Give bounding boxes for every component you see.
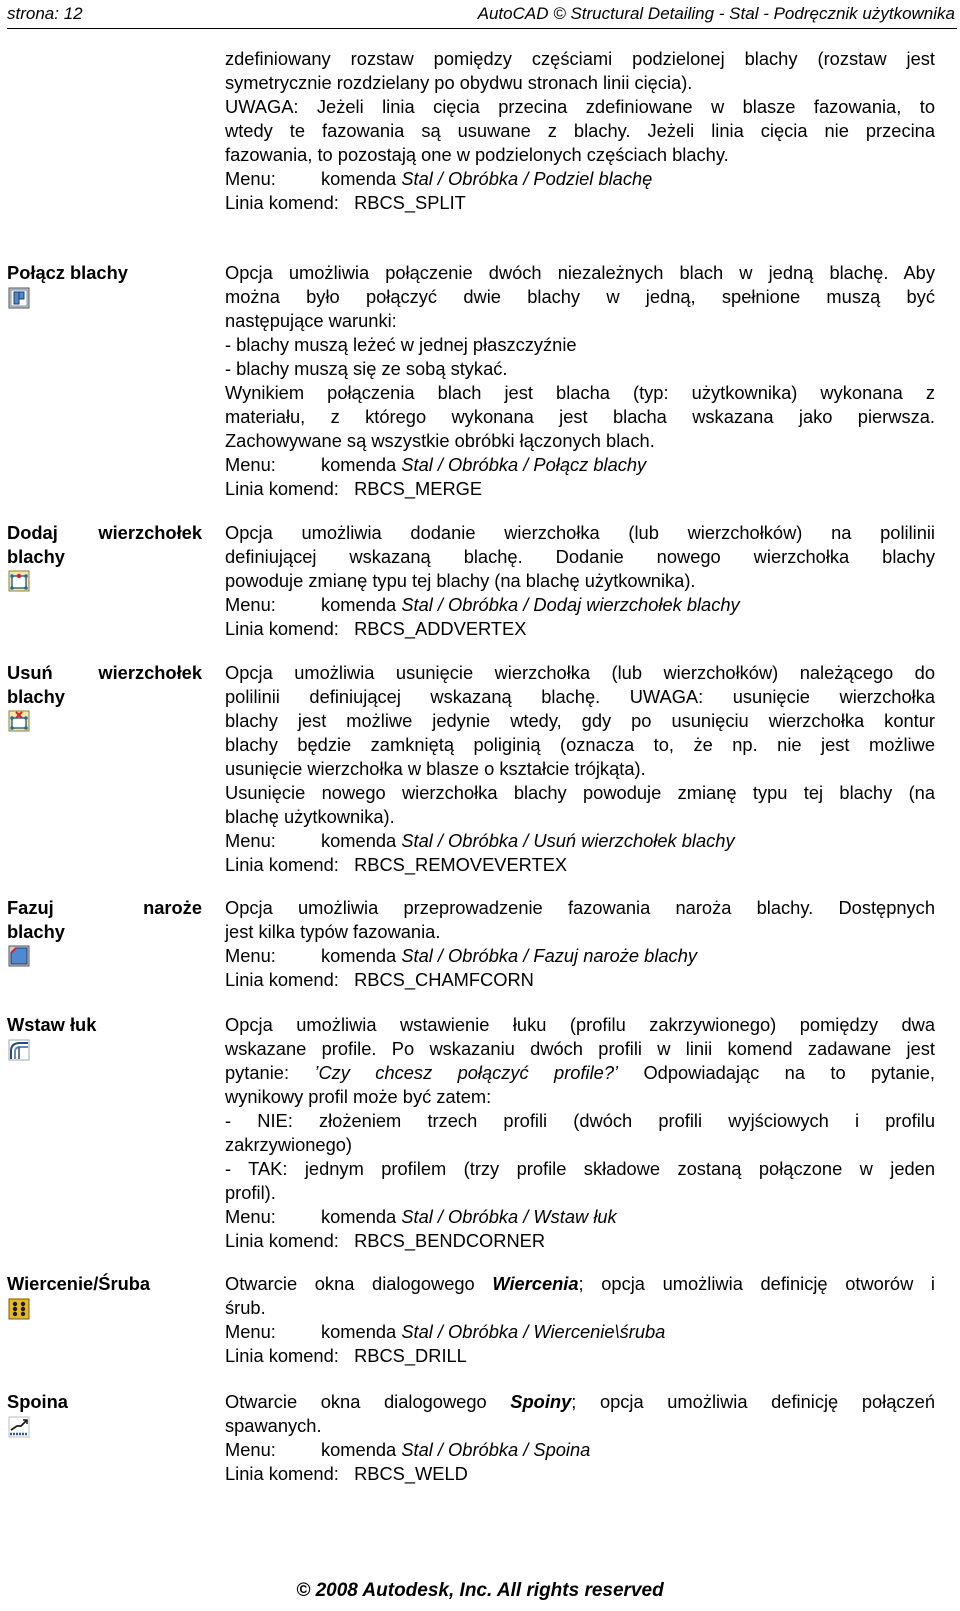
command-label: Linia komend:	[225, 192, 339, 213]
question-text: ’Czy chcesz połączyć profile?’	[314, 1062, 619, 1083]
text-line: blachę użytkownika).	[225, 806, 395, 827]
command-line	[225, 1344, 935, 1368]
section-label-bend	[7, 1013, 202, 1037]
menu-command-word: komenda	[321, 1206, 397, 1227]
label-word: naroże	[143, 897, 202, 918]
command-line	[225, 477, 935, 501]
command-label: Linia komend:	[225, 1230, 339, 1251]
text-line: następujące warunki:	[225, 310, 397, 331]
menu-command-word: komenda	[321, 168, 397, 189]
text-line: wtedy te fazowania są usuwane z blachy. Jeżeli linia cięcia nie przecina	[225, 120, 935, 141]
text-line: materiału, z którego wykonana jest blacha wskazana jako pierwsza.	[225, 406, 935, 427]
command-line	[225, 968, 935, 992]
text-line: Opcja umożliwia przeprowadzenie fazowania naroża blachy. Dostępnych	[225, 897, 935, 918]
command-name: RBCS_ADDVERTEX	[354, 618, 527, 639]
menu-line	[225, 1205, 935, 1229]
text-line: - NIE: złożeniem trzech profili (dwóch profili wyjściowych i profilu	[225, 1110, 935, 1131]
section-label-line: blachy	[7, 546, 65, 567]
add-vertex-icon	[8, 570, 30, 592]
text-part: pytanie:	[225, 1062, 290, 1083]
drill-description	[225, 1272, 935, 1368]
menu-path: Stal / Obróbka / Fazuj naroże blachy	[401, 945, 698, 966]
menu-line	[225, 944, 935, 968]
menu-command-word: komenda	[321, 1321, 397, 1342]
menu-path: Stal / Obróbka / Wiercenie\śruba	[401, 1321, 666, 1342]
menu-line	[225, 1438, 935, 1462]
text-line: Opcja umożliwia dodanie wierzchołka (lub wierzchołków) na polilinii	[225, 522, 935, 543]
label-word: wierzchołek	[98, 522, 202, 543]
bend-description	[225, 1013, 935, 1253]
text-line	[225, 1061, 935, 1085]
menu-path: Stal / Obróbka / Dodaj wierzchołek blachy	[401, 594, 740, 615]
label-word: Usuń	[7, 662, 53, 683]
text-line: definiującej wskazaną blachę. Dodanie nowego wierzchołka blachy	[225, 546, 935, 567]
text-line: profil).	[225, 1182, 276, 1203]
menu-command-word: komenda	[321, 830, 397, 851]
dialog-name: Wiercenia	[492, 1273, 579, 1294]
label-word: Fazuj	[7, 897, 54, 918]
text-line: spawanych.	[225, 1415, 322, 1436]
menu-path: Stal / Obróbka / Usuń wierzchołek blachy	[401, 830, 735, 851]
menu-line	[225, 167, 935, 191]
command-line	[225, 191, 935, 215]
merge-plates-icon	[8, 287, 30, 309]
chamfer-corner-icon	[8, 945, 30, 967]
section-label-line	[7, 521, 202, 545]
command-name: RBCS_CHAMFCORN	[354, 969, 534, 990]
section-label-text: Spoina	[7, 1391, 68, 1412]
menu-label: Menu:	[225, 168, 276, 189]
text-line: zakrzywionego)	[225, 1134, 353, 1155]
command-label: Linia komend:	[225, 478, 339, 499]
section-label-line	[7, 896, 202, 920]
text-line: UWAGA: Jeżeli linia cięcia przecina zdefiniowane w blasze fazowania, to	[225, 96, 935, 117]
menu-label: Menu:	[225, 1206, 276, 1227]
command-name: RBCS_MERGE	[354, 478, 483, 499]
section-label-weld	[7, 1390, 202, 1414]
text-line: fazowania, to pozostają one w podzielonych częściach blachy.	[225, 144, 729, 165]
text-line: śrub.	[225, 1297, 266, 1318]
command-line	[225, 1229, 935, 1253]
text-line: - blachy muszą leżeć w jednej płaszczyźnie	[225, 334, 577, 355]
text-line: jest kilka typów fazowania.	[225, 921, 441, 942]
text-line: blachy będzie zamkniętą poliginią (oznacza to, że np. nie jest możliwe	[225, 734, 935, 755]
menu-label: Menu:	[225, 830, 276, 851]
text-part: Otwarcie okna dialogowego	[225, 1391, 487, 1412]
text-line: Opcja umożliwia usunięcie wierzchołka (lub wierzchołków) należącego do	[225, 662, 935, 683]
menu-path: Stal / Obróbka / Podziel blachę	[401, 168, 653, 189]
text-line: wskazane profile. Po wskazaniu dwóch profili w linii komend zadawane jest	[225, 1038, 935, 1059]
menu-command-word: komenda	[321, 945, 397, 966]
text-line: można było połączyć dwie blachy w jedną, spełnione muszą być	[225, 286, 935, 307]
section-label-line: blachy	[7, 686, 65, 707]
section-label-add-vertex	[7, 521, 202, 569]
menu-command-word: komenda	[321, 454, 397, 475]
text-line: powoduje zmianę typu tej blachy (na blachę użytkownika).	[225, 570, 696, 591]
menu-line	[225, 1320, 935, 1344]
text-line: wynikowy profil może być zatem:	[225, 1086, 492, 1107]
label-word: Dodaj	[7, 522, 58, 543]
text-line: - blachy muszą się ze sobą stykać.	[225, 358, 508, 379]
chamfer-description	[225, 896, 935, 992]
split-plate-continuation	[225, 47, 935, 215]
section-label-remove-vertex	[7, 661, 202, 709]
text-part: Odpowiadając na to pytanie,	[643, 1062, 935, 1083]
section-label-merge	[7, 261, 202, 285]
command-name: RBCS_REMOVEVERTEX	[354, 854, 568, 875]
remove-vertex-icon	[8, 710, 30, 732]
text-line: blachy jest możliwe jedynie wtedy, gdy po usunięciu wierzchołka kontur	[225, 710, 935, 731]
command-label: Linia komend:	[225, 1345, 339, 1366]
text-line: Opcja umożliwia wstawienie łuku (profilu zakrzywionego) pomiędzy dwa	[225, 1014, 935, 1035]
command-name: RBCS_WELD	[354, 1463, 468, 1484]
text-part: ; opcja umożliwia definicję otworów i	[578, 1273, 935, 1294]
section-label-text: Połącz blachy	[7, 262, 128, 283]
text-line: polilinii definiującej wskazaną blachę. UWAGA: usunięcie wierzchołka	[225, 686, 935, 707]
page-footer: © 2008 Autodesk, Inc. All rights reserved	[296, 1580, 664, 1601]
text-line: symetrycznie rozdzielany po obydwu stronach linii cięcia).	[225, 72, 693, 93]
section-label-chamfer	[7, 896, 202, 944]
section-label-line	[7, 661, 202, 685]
text-part: ; opcja umożliwia definicję połączeń	[571, 1391, 936, 1412]
weld-icon	[8, 1416, 30, 1438]
command-line	[225, 617, 935, 641]
menu-command-word: komenda	[321, 594, 397, 615]
command-name: RBCS_BENDCORNER	[354, 1230, 546, 1251]
merge-description	[225, 261, 935, 501]
text-line	[225, 1272, 935, 1296]
command-label: Linia komend:	[225, 1463, 339, 1484]
menu-path: Stal / Obróbka / Spoina	[401, 1439, 591, 1460]
section-label-text: Wiercenie/Śruba	[7, 1273, 151, 1294]
command-label: Linia komend:	[225, 969, 339, 990]
section-label-line: blachy	[7, 921, 65, 942]
text-line: Opcja umożliwia połączenie dwóch niezależnych blach w jedną blachę. Aby	[225, 262, 935, 283]
command-label: Linia komend:	[225, 618, 339, 639]
weld-description	[225, 1390, 935, 1486]
document-title: AutoCAD © Structural Detailing - Stal - Podręcznik użytkownika	[477, 4, 955, 23]
dialog-name: Spoiny	[510, 1391, 572, 1412]
command-name: RBCS_DRILL	[354, 1345, 467, 1366]
text-line: - TAK: jednym profilem (trzy profile składowe zostaną połączone w jeden	[225, 1158, 935, 1179]
menu-label: Menu:	[225, 1321, 276, 1342]
text-line	[225, 1390, 935, 1414]
section-label-drill	[7, 1272, 202, 1296]
text-line: Wynikiem połączenia blach jest blacha (typ: użytkownika) wykonana z	[225, 382, 935, 403]
page-number: strona: 12	[7, 4, 83, 23]
drill-bolt-icon	[8, 1298, 30, 1320]
remove-vertex-description	[225, 661, 935, 877]
menu-line	[225, 593, 935, 617]
menu-label: Menu:	[225, 1439, 276, 1460]
text-line: zdefiniowany rozstaw pomiędzy częściami podzielonej blachy (rozstaw jest	[225, 48, 935, 69]
menu-label: Menu:	[225, 454, 276, 475]
command-name: RBCS_SPLIT	[354, 192, 466, 213]
command-line	[225, 1462, 935, 1486]
section-label-text: Wstaw łuk	[7, 1014, 97, 1035]
page-header	[7, 0, 957, 34]
menu-line	[225, 453, 935, 477]
bend-corner-icon	[8, 1039, 30, 1061]
command-label: Linia komend:	[225, 854, 339, 875]
text-line: usunięcie wierzchołka w blasze o kształcie trójkąta).	[225, 758, 646, 779]
command-line	[225, 853, 935, 877]
menu-line	[225, 829, 935, 853]
menu-command-word: komenda	[321, 1439, 397, 1460]
menu-path: Stal / Obróbka / Połącz blachy	[401, 454, 647, 475]
menu-path: Stal / Obróbka / Wstaw łuk	[401, 1206, 617, 1227]
menu-label: Menu:	[225, 594, 276, 615]
header-rule	[7, 28, 957, 29]
add-vertex-description	[225, 521, 935, 641]
menu-label: Menu:	[225, 945, 276, 966]
label-word: wierzchołek	[98, 662, 202, 683]
text-line: Zachowywane są wszystkie obróbki łączonych blach.	[225, 430, 655, 451]
text-part: Otwarcie okna dialogowego	[225, 1273, 475, 1294]
text-line: Usunięcie nowego wierzchołka blachy powoduje zmianę typu tej blachy (na	[225, 782, 935, 803]
